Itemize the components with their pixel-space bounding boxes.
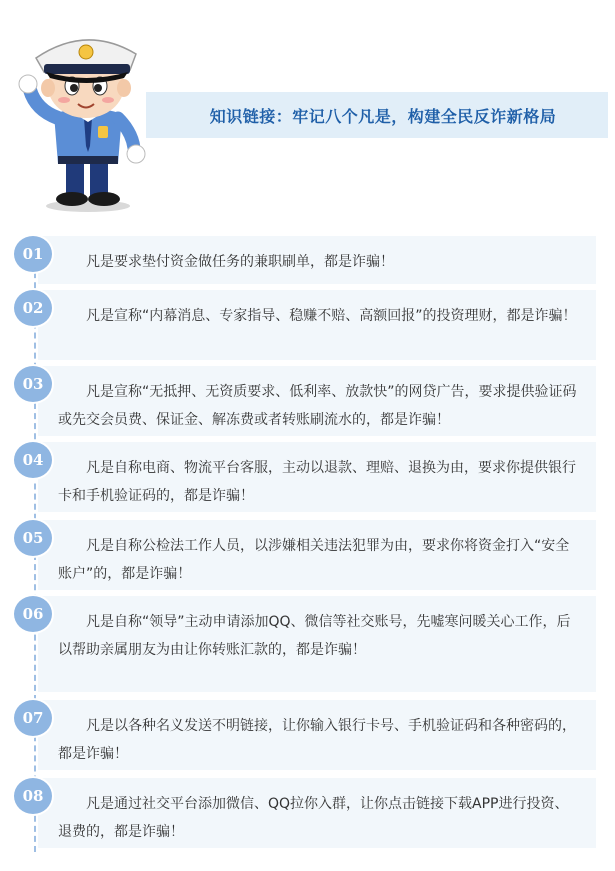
rule-text: 凡是以各种名义发送不明链接，让你输入银行卡号、手机验证码和各种密码的，都是诈骗！ bbox=[58, 718, 576, 762]
rule-card-01 bbox=[38, 236, 596, 284]
rule-card-07 bbox=[38, 700, 596, 770]
rule-number-badge: 05 bbox=[14, 520, 52, 556]
police-mascot-icon bbox=[6, 14, 156, 214]
rule-text: 凡是自称公检法工作人员，以涉嫌相关违法犯罪为由，要求你将资金打入“安全账户”的，都是诈骗！ bbox=[58, 538, 570, 582]
rule-text: 凡是通过社交平台添加微信、QQ拉你入群，让你点击链接下载APP进行投资、退费的，都是诈骗！ bbox=[58, 796, 569, 840]
page-title: 知识链接：牢记八个凡是，构建全民反诈新格局 bbox=[209, 106, 557, 126]
rule-card-08 bbox=[38, 778, 596, 848]
rule-text: 凡是自称“领导”主动申请添加QQ、微信等社交账号，先嘘寒问暖关心工作，后以帮助亲属朋友为由让你转账汇款的，都是诈骗！ bbox=[58, 614, 571, 658]
rule-text: 凡是宣称“无抵押、无资质要求、低利率、放款快”的网贷广告，要求提供验证码或先交会员费、保证金、解冻费或者转账刷流水的，都是诈骗！ bbox=[58, 384, 577, 428]
rule-number-badge: 07 bbox=[14, 700, 52, 736]
rule-card-04 bbox=[38, 442, 596, 512]
rule-card-03 bbox=[38, 366, 596, 436]
rule-card-02 bbox=[38, 290, 596, 360]
rule-card-05 bbox=[38, 520, 596, 590]
rule-text: 凡是要求垫付资金做任务的兼职刷单，都是诈骗！ bbox=[86, 254, 394, 270]
rule-text: 凡是宣称“内幕消息、专家指导、稳赚不赔、高额回报”的投资理财，都是诈骗！ bbox=[86, 308, 577, 324]
rule-number-badge: 08 bbox=[14, 778, 52, 814]
rule-number-badge: 03 bbox=[14, 366, 52, 402]
header bbox=[0, 0, 615, 220]
rule-number-badge: 01 bbox=[14, 236, 52, 272]
rule-number-badge: 04 bbox=[14, 442, 52, 478]
rule-number-badge: 02 bbox=[14, 290, 52, 326]
title-banner bbox=[146, 92, 608, 138]
rule-number-badge: 06 bbox=[14, 596, 52, 632]
rule-card-06 bbox=[38, 596, 596, 692]
rule-text: 凡是自称电商、物流平台客服，主动以退款、理赔、退换为由，要求你提供银行卡和手机验证码的，都是诈骗！ bbox=[58, 460, 576, 504]
